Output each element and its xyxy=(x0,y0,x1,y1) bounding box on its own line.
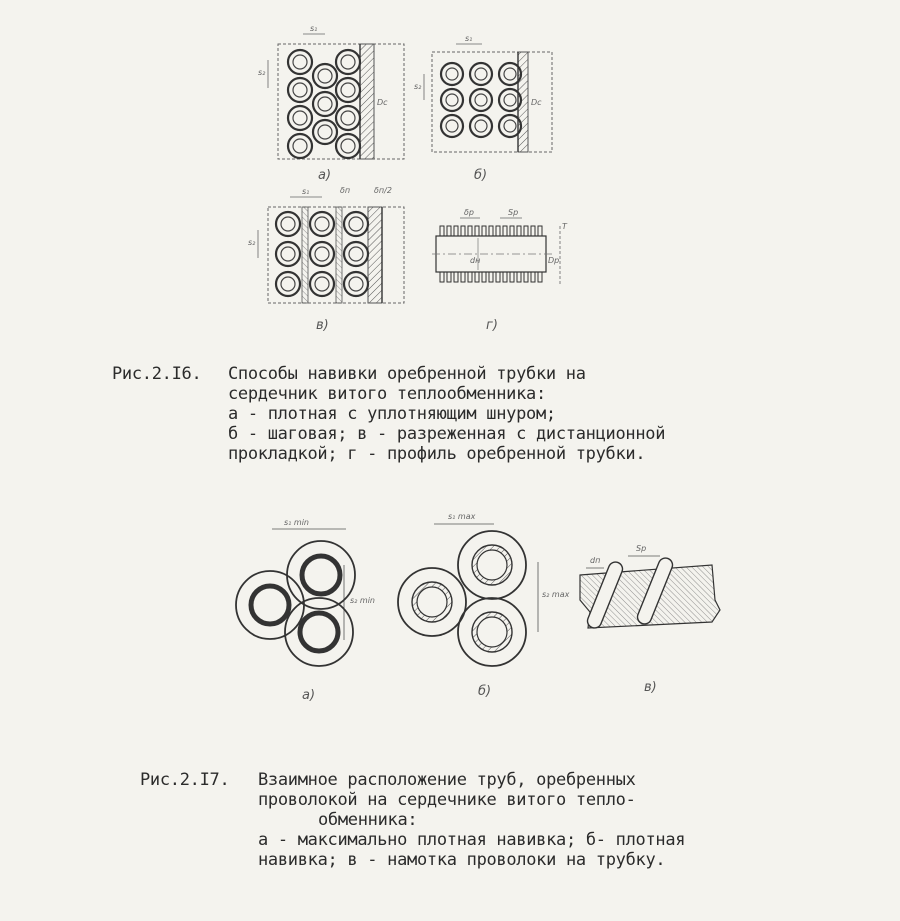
tube xyxy=(288,50,312,74)
fin xyxy=(496,226,500,236)
fig217-panel-v xyxy=(580,556,720,630)
fig217v-dim-sp: Sр xyxy=(636,544,647,553)
fig216-caption-line-3: а - плотная с уплотняющим шнуром; xyxy=(228,404,556,424)
tube xyxy=(470,115,492,137)
tube xyxy=(470,63,492,85)
fin xyxy=(524,226,528,236)
tube xyxy=(288,106,312,130)
fig217a-dim-s1: s₁ min xyxy=(284,518,310,527)
fig216v-dim-s2: s₂ xyxy=(248,238,256,247)
fin xyxy=(510,272,514,282)
fig216g-dim-dn: dн xyxy=(470,256,481,265)
fin xyxy=(489,272,493,282)
fin xyxy=(461,272,465,282)
fig217-label-a: а) xyxy=(302,688,316,703)
fig217-label-b: б) xyxy=(478,684,492,699)
tube xyxy=(344,272,368,296)
fig216b-dim-dc: Dc xyxy=(531,98,542,107)
tube xyxy=(310,212,334,236)
fig217b-dim-s2: s₂ max xyxy=(542,590,570,599)
fig217v-dim-dn: dп xyxy=(590,556,601,565)
fin xyxy=(454,226,458,236)
fig216-panel-a xyxy=(268,34,404,159)
tube xyxy=(310,242,334,266)
fig216g-dim-dp2: Dр xyxy=(548,256,560,265)
fin xyxy=(510,226,514,236)
tube xyxy=(313,64,337,88)
tube xyxy=(441,63,463,85)
fin xyxy=(503,272,507,282)
tube xyxy=(470,89,492,111)
fig216g-dim-dp: δр xyxy=(464,208,474,217)
tube xyxy=(276,212,300,236)
fin xyxy=(475,226,479,236)
fig216-caption-line-5: прокладкой; г - профиль оребренной трубки. xyxy=(228,444,646,464)
fig216v-dim-dn: δп xyxy=(340,186,351,195)
tube xyxy=(288,134,312,158)
tube xyxy=(344,212,368,236)
fig216-panel-v xyxy=(258,197,404,303)
fin xyxy=(482,272,486,282)
fin xyxy=(475,272,479,282)
tube xyxy=(336,106,360,130)
fig216v-dim-s1: s₁ xyxy=(302,187,310,196)
tube xyxy=(310,272,334,296)
fin xyxy=(447,226,451,236)
tube xyxy=(344,242,368,266)
fig217a-dim-s2: s₂ min xyxy=(350,596,376,605)
fig217-caption-line-5: навивка; в - намотка проволоки на трубку. xyxy=(258,850,666,870)
fig217-caption-line-1: Взаимное расположение труб, оребренных xyxy=(258,770,636,790)
fig216-caption-number: Рис.2.I6. xyxy=(112,364,202,384)
fig216b-dim-s1: s₁ xyxy=(465,34,473,43)
fin xyxy=(517,226,521,236)
fig216v-dim-dn-half: δп/2 xyxy=(374,186,392,195)
fig217-panel-a xyxy=(236,529,355,666)
fig216a-dim-dc: Dc xyxy=(377,98,388,107)
fig217-caption-number: Рис.2.I7. xyxy=(140,770,230,790)
fin xyxy=(447,272,451,282)
fin xyxy=(503,226,507,236)
fig216v-tube-grid xyxy=(276,212,368,296)
fin xyxy=(482,226,486,236)
fin xyxy=(531,226,535,236)
fig216a-tube-grid xyxy=(288,50,360,158)
fin xyxy=(468,226,472,236)
fig217-panel-b xyxy=(398,524,538,666)
fig217-label-v: в) xyxy=(644,680,657,695)
fig216-label-b: б) xyxy=(474,168,488,183)
fig216b-tube-grid xyxy=(441,63,521,137)
tube xyxy=(313,120,337,144)
fig217-caption-line-2: проволокой на сердечнике витого тепло- xyxy=(258,790,636,810)
tube xyxy=(441,89,463,111)
tube xyxy=(276,242,300,266)
fin xyxy=(538,226,542,236)
fig216-caption-line-2: сердечник витого теплообменника: xyxy=(228,384,546,404)
fig216-label-v: в) xyxy=(316,318,329,333)
tube xyxy=(276,272,300,296)
fig216a-dim-s2: s₂ xyxy=(258,68,266,77)
fig217-caption-line-4: а - максимально плотная навивка; б- плотная xyxy=(258,830,686,850)
fig217-caption-line-3: обменника: xyxy=(318,810,418,830)
tube xyxy=(336,78,360,102)
fig216a-dim-s1: s₁ xyxy=(310,24,318,33)
fig216-label-a: а) xyxy=(318,168,332,183)
tube xyxy=(336,50,360,74)
fin xyxy=(524,272,528,282)
fin xyxy=(531,272,535,282)
tube xyxy=(288,78,312,102)
fig216g-dim-t: T xyxy=(562,222,567,231)
fin xyxy=(440,226,444,236)
fin xyxy=(517,272,521,282)
fin xyxy=(461,226,465,236)
fig216b-dim-s2: s₂ xyxy=(414,82,422,91)
tube xyxy=(313,92,337,116)
fin xyxy=(440,272,444,282)
fin xyxy=(538,272,542,282)
fig216-panel-g xyxy=(432,218,560,284)
tube xyxy=(336,134,360,158)
fig216-caption-line-4: б - шаговая; в - разреженная с дистанционной xyxy=(228,424,666,444)
fig216-label-g: г) xyxy=(486,318,498,333)
fig217b-dim-s1: s₁ max xyxy=(448,512,476,521)
tube xyxy=(441,115,463,137)
fig216g-dim-sp: Sр xyxy=(508,208,519,217)
fin xyxy=(468,272,472,282)
fin xyxy=(496,272,500,282)
fin xyxy=(489,226,493,236)
fig216-caption-line-1: Способы навивки оребренной трубки на xyxy=(228,364,586,384)
fin xyxy=(454,272,458,282)
